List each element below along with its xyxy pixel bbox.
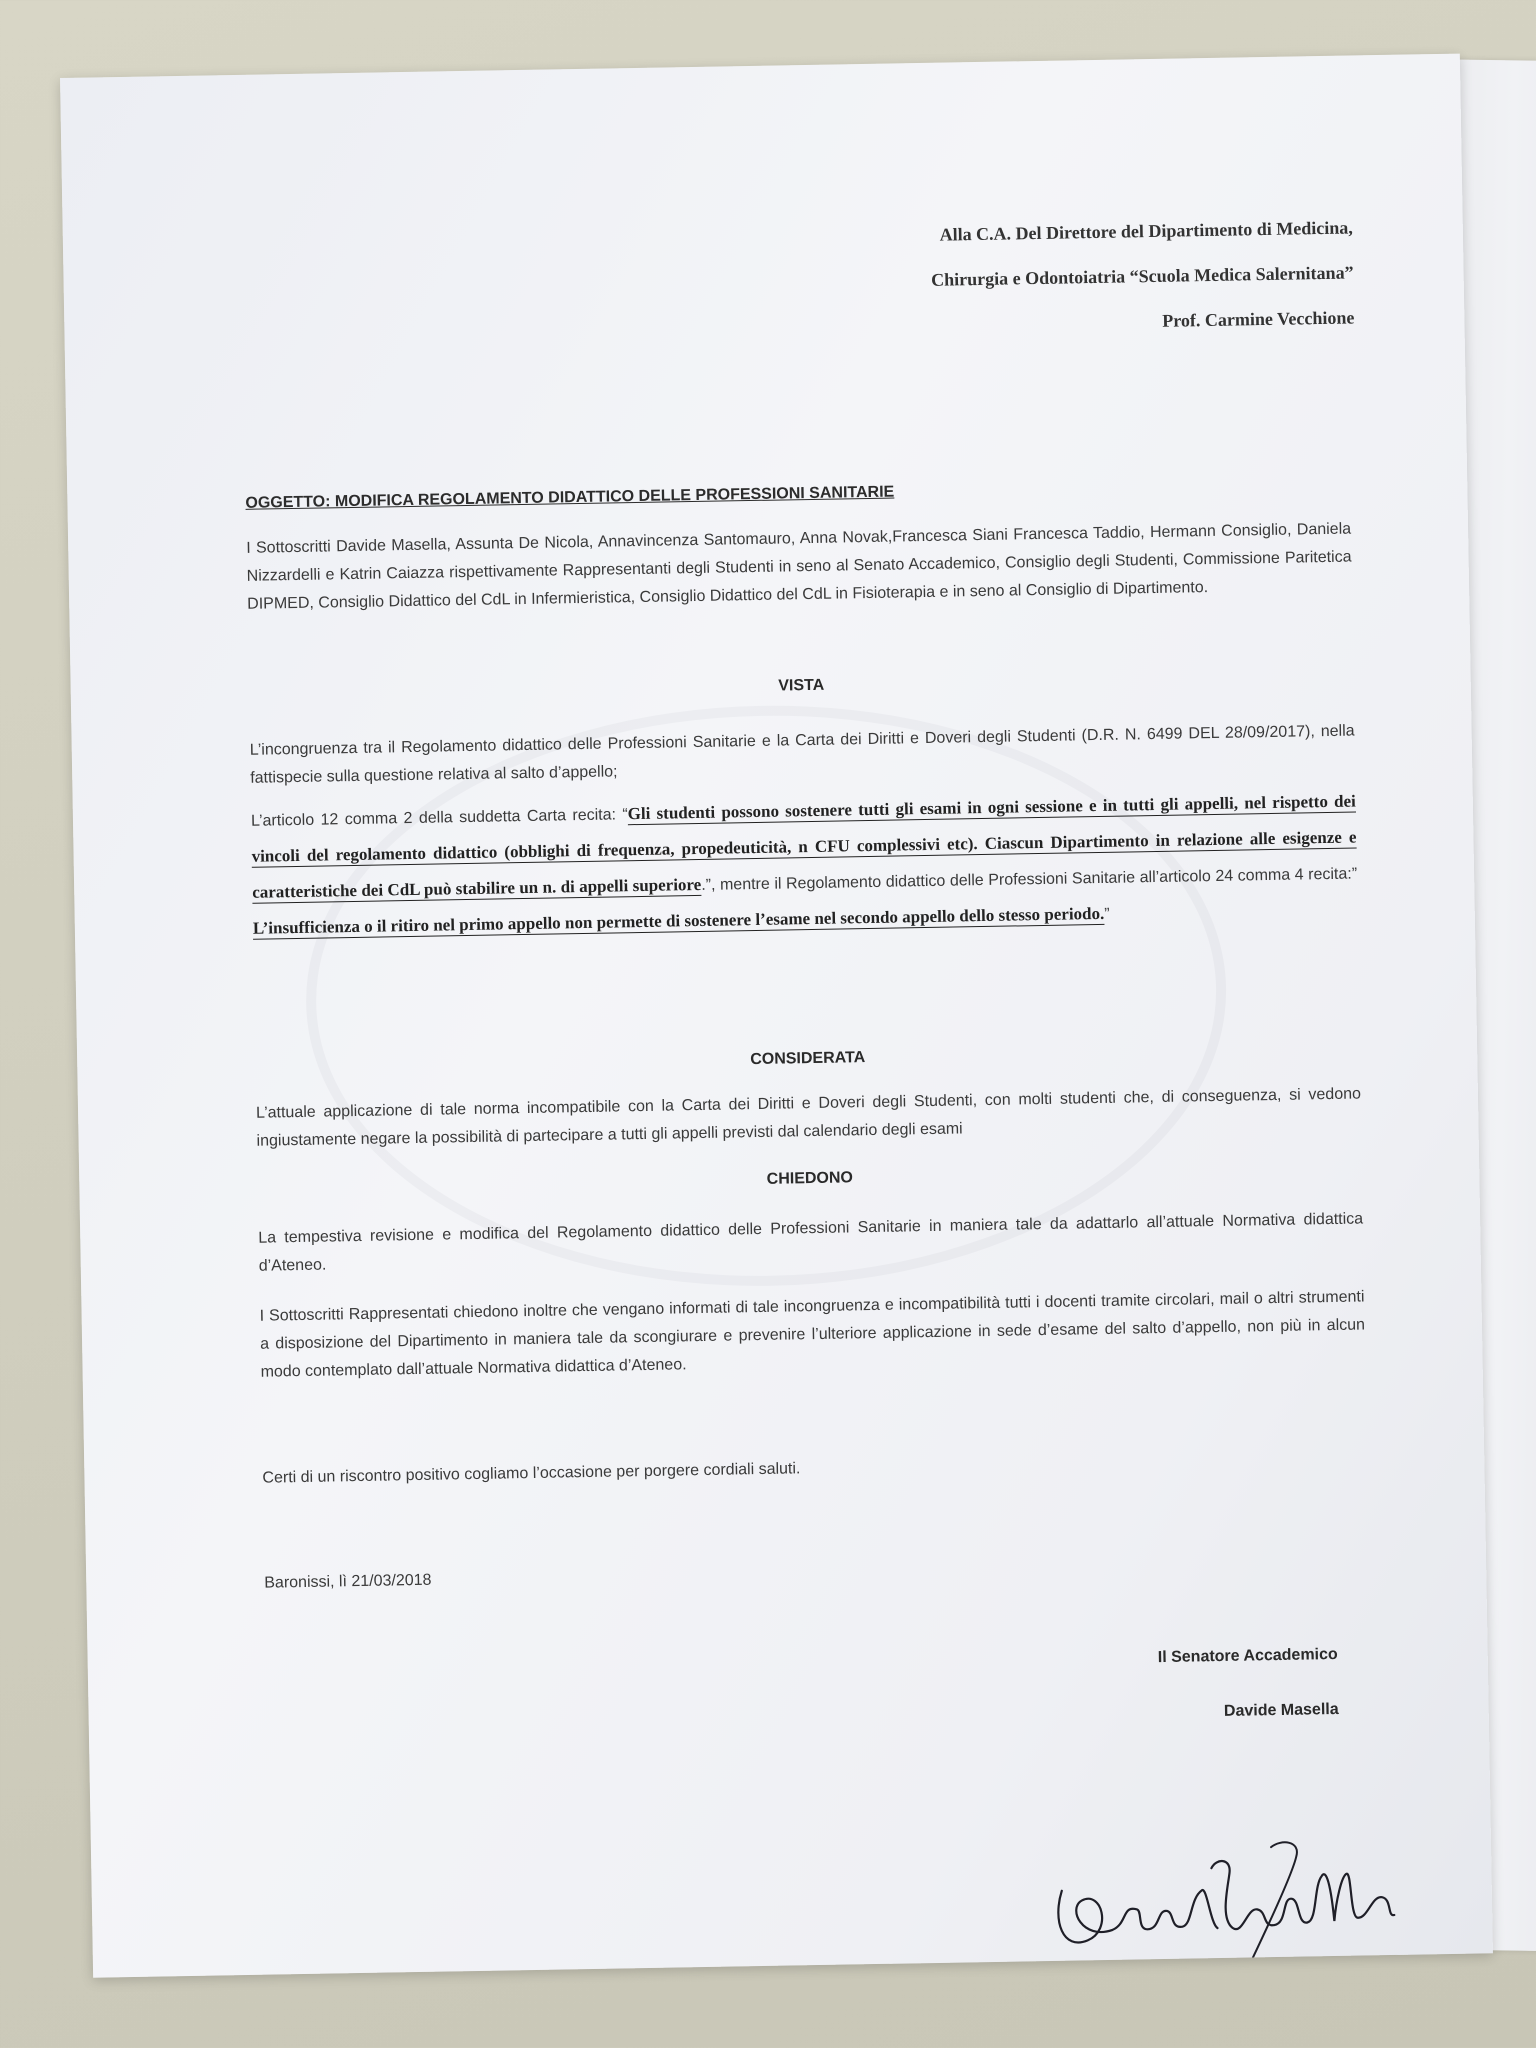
intro-paragraph: I Sottoscritti Davide Masella, Assunta De Nicola, Annavincenza Santomauro, Anna Novak,Francesca Siani Francesca Taddio, Hermann Consiglio, Daniela Nizzardelli e Katrin Caiazza rispettivamente Rappresentanti degli Studenti in seno al Senato Accademico, Consiglio degli Studenti, Commissione Paritetica DIPMED, Consiglio Didattico del CdL in Infermieristica, Consiglio Didattico del CdL in Fisioterapia e in seno al Consiglio di Dipartimento.: [246, 520, 1352, 613]
place-date: Baronissi, lì 21/03/2018: [264, 1571, 432, 1592]
addressee-line-1: Alla C.A. Del Direttore del Dipartimento di Medicina,: [939, 217, 1353, 245]
addressee-line-2: Chirurgia e Odontoiatria “Scuola Medica Salernitana”: [930, 262, 1354, 290]
regolamento-quote: L’insufficienza o il ritiro nel primo appello non permette di sostenere l’esame nel secondo appello dello stesso periodo.: [252, 903, 1105, 938]
vista-paragraph-2: [251, 783, 1358, 946]
vista-heading: VISTA: [778, 676, 825, 695]
chiedono-paragraph-2: I Sottoscritti Rappresentati chiedono inoltre che vengano informati di tale incongruenza e incompatibilità tutti i docenti tramite circolari, mail o altri strumenti a disposizione del Dipartimento in maniera tale da scongiurare e prevenire l’ulteriore applicazione in sede d’esame del salto d’appello, non più in alcun modo contemplato dall’attuale Normativa didattica d’Ateneo.: [259, 1288, 1366, 1381]
closing-sentence: Certi di un riscontro positivo cogliamo l’occasione per porgere cordiali saluti.: [262, 1460, 801, 1487]
signatory-title: Il Senatore Accademico: [1157, 1645, 1338, 1667]
document-page: [60, 54, 1493, 1978]
considerata-heading: CONSIDERATA: [750, 1049, 866, 1069]
chiedono-paragraph-1: La tempestiva revisione e modifica del Regolamento didattico delle Professioni Sanitarie in maniera tale da adattarlo all’attuale Normativa didattica d’Ateneo.: [258, 1210, 1364, 1275]
addressee-line-3: Prof. Carmine Vecchione: [1162, 307, 1355, 331]
chiedono-heading: CHIEDONO: [766, 1169, 854, 1188]
addressee-block: [930, 205, 1355, 347]
handwritten-signature: [1041, 1825, 1424, 1978]
considerata-paragraph: L’attuale applicazione di tale norma incompatibile con la Carta dei Diritti e Doveri degli Studenti, con molti studenti che, di conseguenza, si vedono ingiustamente negare la possibilità di partecipare a tutti gli appelli previsti dal calendario degli esami: [255, 1085, 1362, 1150]
subject-line: OGGETTO: MODIFICA REGOLAMENTO DIDATTICO DELLE PROFESSIONI SANITARIE: [245, 483, 895, 512]
vista-paragraph-1: L’incongruenza tra il Regolamento didattico delle Professioni Sanitarie e la Carta dei Diritti e Doveri degli Studenti (D.R. N. 6499 DEL 28/09/2017), nella fattispecie sulla questione relativa al salto d’appello;: [249, 722, 1355, 787]
article-24-intro: .”, mentre il Regolamento didattico delle Professioni Sanitarie all’articolo 24 comma 4 recita:”: [701, 865, 1358, 894]
article-12-intro: L’articolo 12 comma 2 della suddetta Carta recita: “: [250, 806, 628, 830]
carta-quote: Gli studenti possono sostenere tutti gli esami in ogni sessione e in tutti gli appelli, nel rispetto dei vincoli del regolamento didattico (obblighi di frequenza, propedeuticità, n CFU complessivi etc). Ciascun Dipartimento in relazione alle esigenze e caratteristiche dei CdL può stabilire un n. di appelli superiore: [251, 791, 1357, 902]
signatory-name: Davide Masella: [1223, 1700, 1339, 1720]
quote-close: ”: [1104, 905, 1110, 923]
